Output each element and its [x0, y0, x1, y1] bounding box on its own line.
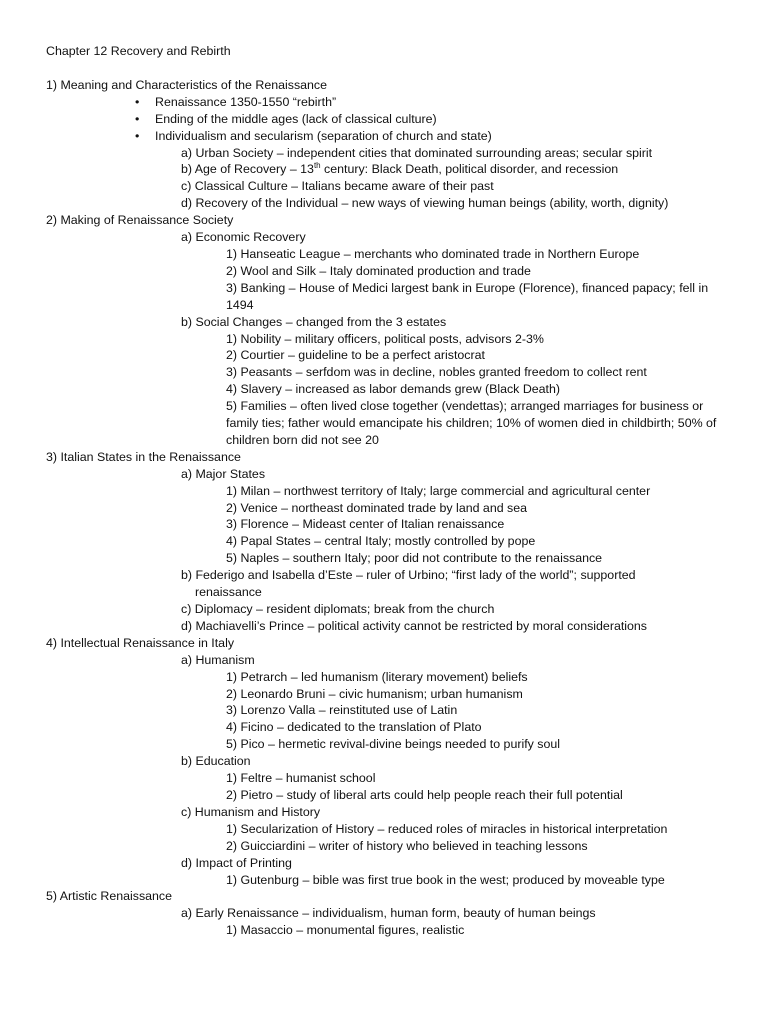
- sub-item: 3) Peasants – serfdom was in decline, nobles granted freedom to collect rent: [226, 365, 647, 380]
- sub-item: 3) Lorenzo Valla – reinstituted use of Latin: [226, 703, 458, 718]
- outline-item: c) Diplomacy – resident diplomats; break from the church: [181, 602, 495, 616]
- document-page: [46, 43, 746, 939]
- outline-item: c) Classical Culture – Italians became aware of their past: [181, 179, 494, 194]
- section-5: [46, 888, 746, 939]
- bullet-dot-icon: •: [135, 94, 140, 109]
- sub-item: 4) Papal States – central Italy; mostly controlled by pope: [226, 534, 536, 549]
- bullet-text: Ending of the middle ages (lack of classical culture): [155, 111, 437, 126]
- outline-item: a) Early Renaissance – individualism, human form, beauty of human beings: [181, 906, 596, 921]
- section-3: [46, 449, 746, 635]
- sub-item: 5) Naples – southern Italy; poor did not contribute to the renaissance: [226, 551, 603, 566]
- outline-item: a) Humanism: [181, 652, 255, 667]
- sub-item: 1) Milan – northwest territory of Italy; large commercial and agricultural center: [226, 483, 651, 498]
- document-title: Chapter 12 Recovery and Rebirth: [46, 44, 231, 58]
- bullet-item: [46, 128, 746, 145]
- outline-item: a) Economic Recovery: [181, 230, 306, 245]
- section-heading: 5) Artistic Renaissance: [46, 889, 173, 904]
- outline-item: b) Federigo and Isabella d’Este – ruler of Urbino; “first lady of the world”; supported: [181, 568, 636, 583]
- superscript: th: [313, 161, 321, 171]
- sub-item: 2) Guicciardini – writer of history who believed in teaching lessons: [226, 838, 588, 853]
- bullet-dot-icon: •: [135, 128, 140, 143]
- sub-item: 1) Nobility – military officers, political posts, advisors 2-3%: [226, 331, 544, 346]
- bullet-dot-icon: •: [135, 111, 140, 126]
- sub-item: 4) Ficino – dedicated to the translation of Plato: [226, 720, 482, 735]
- sub-item: 2) Wool and Silk – Italy dominated production and trade: [226, 263, 531, 278]
- sub-item: 3) Banking – House of Medici largest bank in Europe (Florence), financed papacy; fell in 1494: [226, 280, 709, 312]
- section-heading: 4) Intellectual Renaissance in Italy: [46, 635, 235, 650]
- sub-item: 1) Petrarch – led humanism (literary movement) beliefs: [226, 669, 528, 684]
- sub-item: 1) Secularization of History – reduced roles of miracles in historical interpretation: [226, 821, 668, 836]
- sub-item: 1) Masaccio – monumental figures, realistic: [226, 923, 465, 938]
- bullet-item: [46, 94, 746, 111]
- bullet-item: [46, 111, 746, 128]
- section-heading: 2) Making of Renaissance Society: [46, 213, 234, 228]
- sub-item: 1) Gutenburg – bible was first true book in the west; produced by moveable type: [226, 872, 665, 887]
- sub-item: 2) Pietro – study of liberal arts could help people reach their full potential: [226, 787, 623, 802]
- outline-item: a) Major States: [181, 466, 266, 481]
- sub-item: 2) Leonardo Bruni – civic humanism; urban humanism: [226, 686, 523, 701]
- bullet-text: Renaissance 1350-1550 “rebirth”: [155, 94, 337, 109]
- outline-item: d) Recovery of the Individual – new ways of viewing human beings (ability, worth, dignity): [181, 196, 669, 211]
- outline-item: b) Social Changes – changed from the 3 estates: [181, 314, 447, 329]
- item-text: b) Age of Recovery – 13: [181, 162, 314, 177]
- sub-item: 1) Feltre – humanist school: [226, 771, 376, 786]
- outline-item-continuation: renaissance: [195, 585, 262, 600]
- spacer: [46, 60, 746, 77]
- sub-item: 5) Families – often lived close together (vendettas); arranged marriages for business or family ties; father would emancipate his children; 10% of women died in childbirth; 50% of children born did not see 20: [226, 399, 717, 447]
- bullet-text: Individualism and secularism (separation of church and state): [155, 128, 492, 143]
- outline-item: d) Impact of Printing: [181, 855, 292, 870]
- outline-item: a) Urban Society – independent cities that dominated surrounding areas; secular spirit: [181, 145, 653, 160]
- sub-item: 1) Hanseatic League – merchants who dominated trade in Northern Europe: [226, 246, 640, 261]
- sub-item: 5) Pico – hermetic revival-divine beings needed to purify soul: [226, 737, 561, 752]
- outline-item: [46, 161, 746, 178]
- section-4: [46, 635, 746, 889]
- sub-item: 2) Venice – northeast dominated trade by land and sea: [226, 500, 528, 515]
- outline-item: c) Humanism and History: [181, 804, 321, 819]
- section-heading: 1) Meaning and Characteristics of the Renaissance: [46, 77, 328, 92]
- section-heading: 3) Italian States in the Renaissance: [46, 449, 241, 464]
- outline-item: d) Machiavelli’s Prince – political activity cannot be restricted by moral considerations: [181, 618, 648, 633]
- outline-item: b) Education: [181, 754, 251, 769]
- sub-item: 2) Courtier – guideline to be a perfect aristocrat: [226, 348, 485, 363]
- item-text: century: Black Death, political disorder, and recession: [320, 162, 619, 177]
- sub-item: 4) Slavery – increased as labor demands grew (Black Death): [226, 382, 561, 397]
- section-2: [46, 212, 746, 449]
- section-1: [46, 77, 746, 212]
- sub-item: 3) Florence – Mideast center of Italian renaissance: [226, 517, 505, 532]
